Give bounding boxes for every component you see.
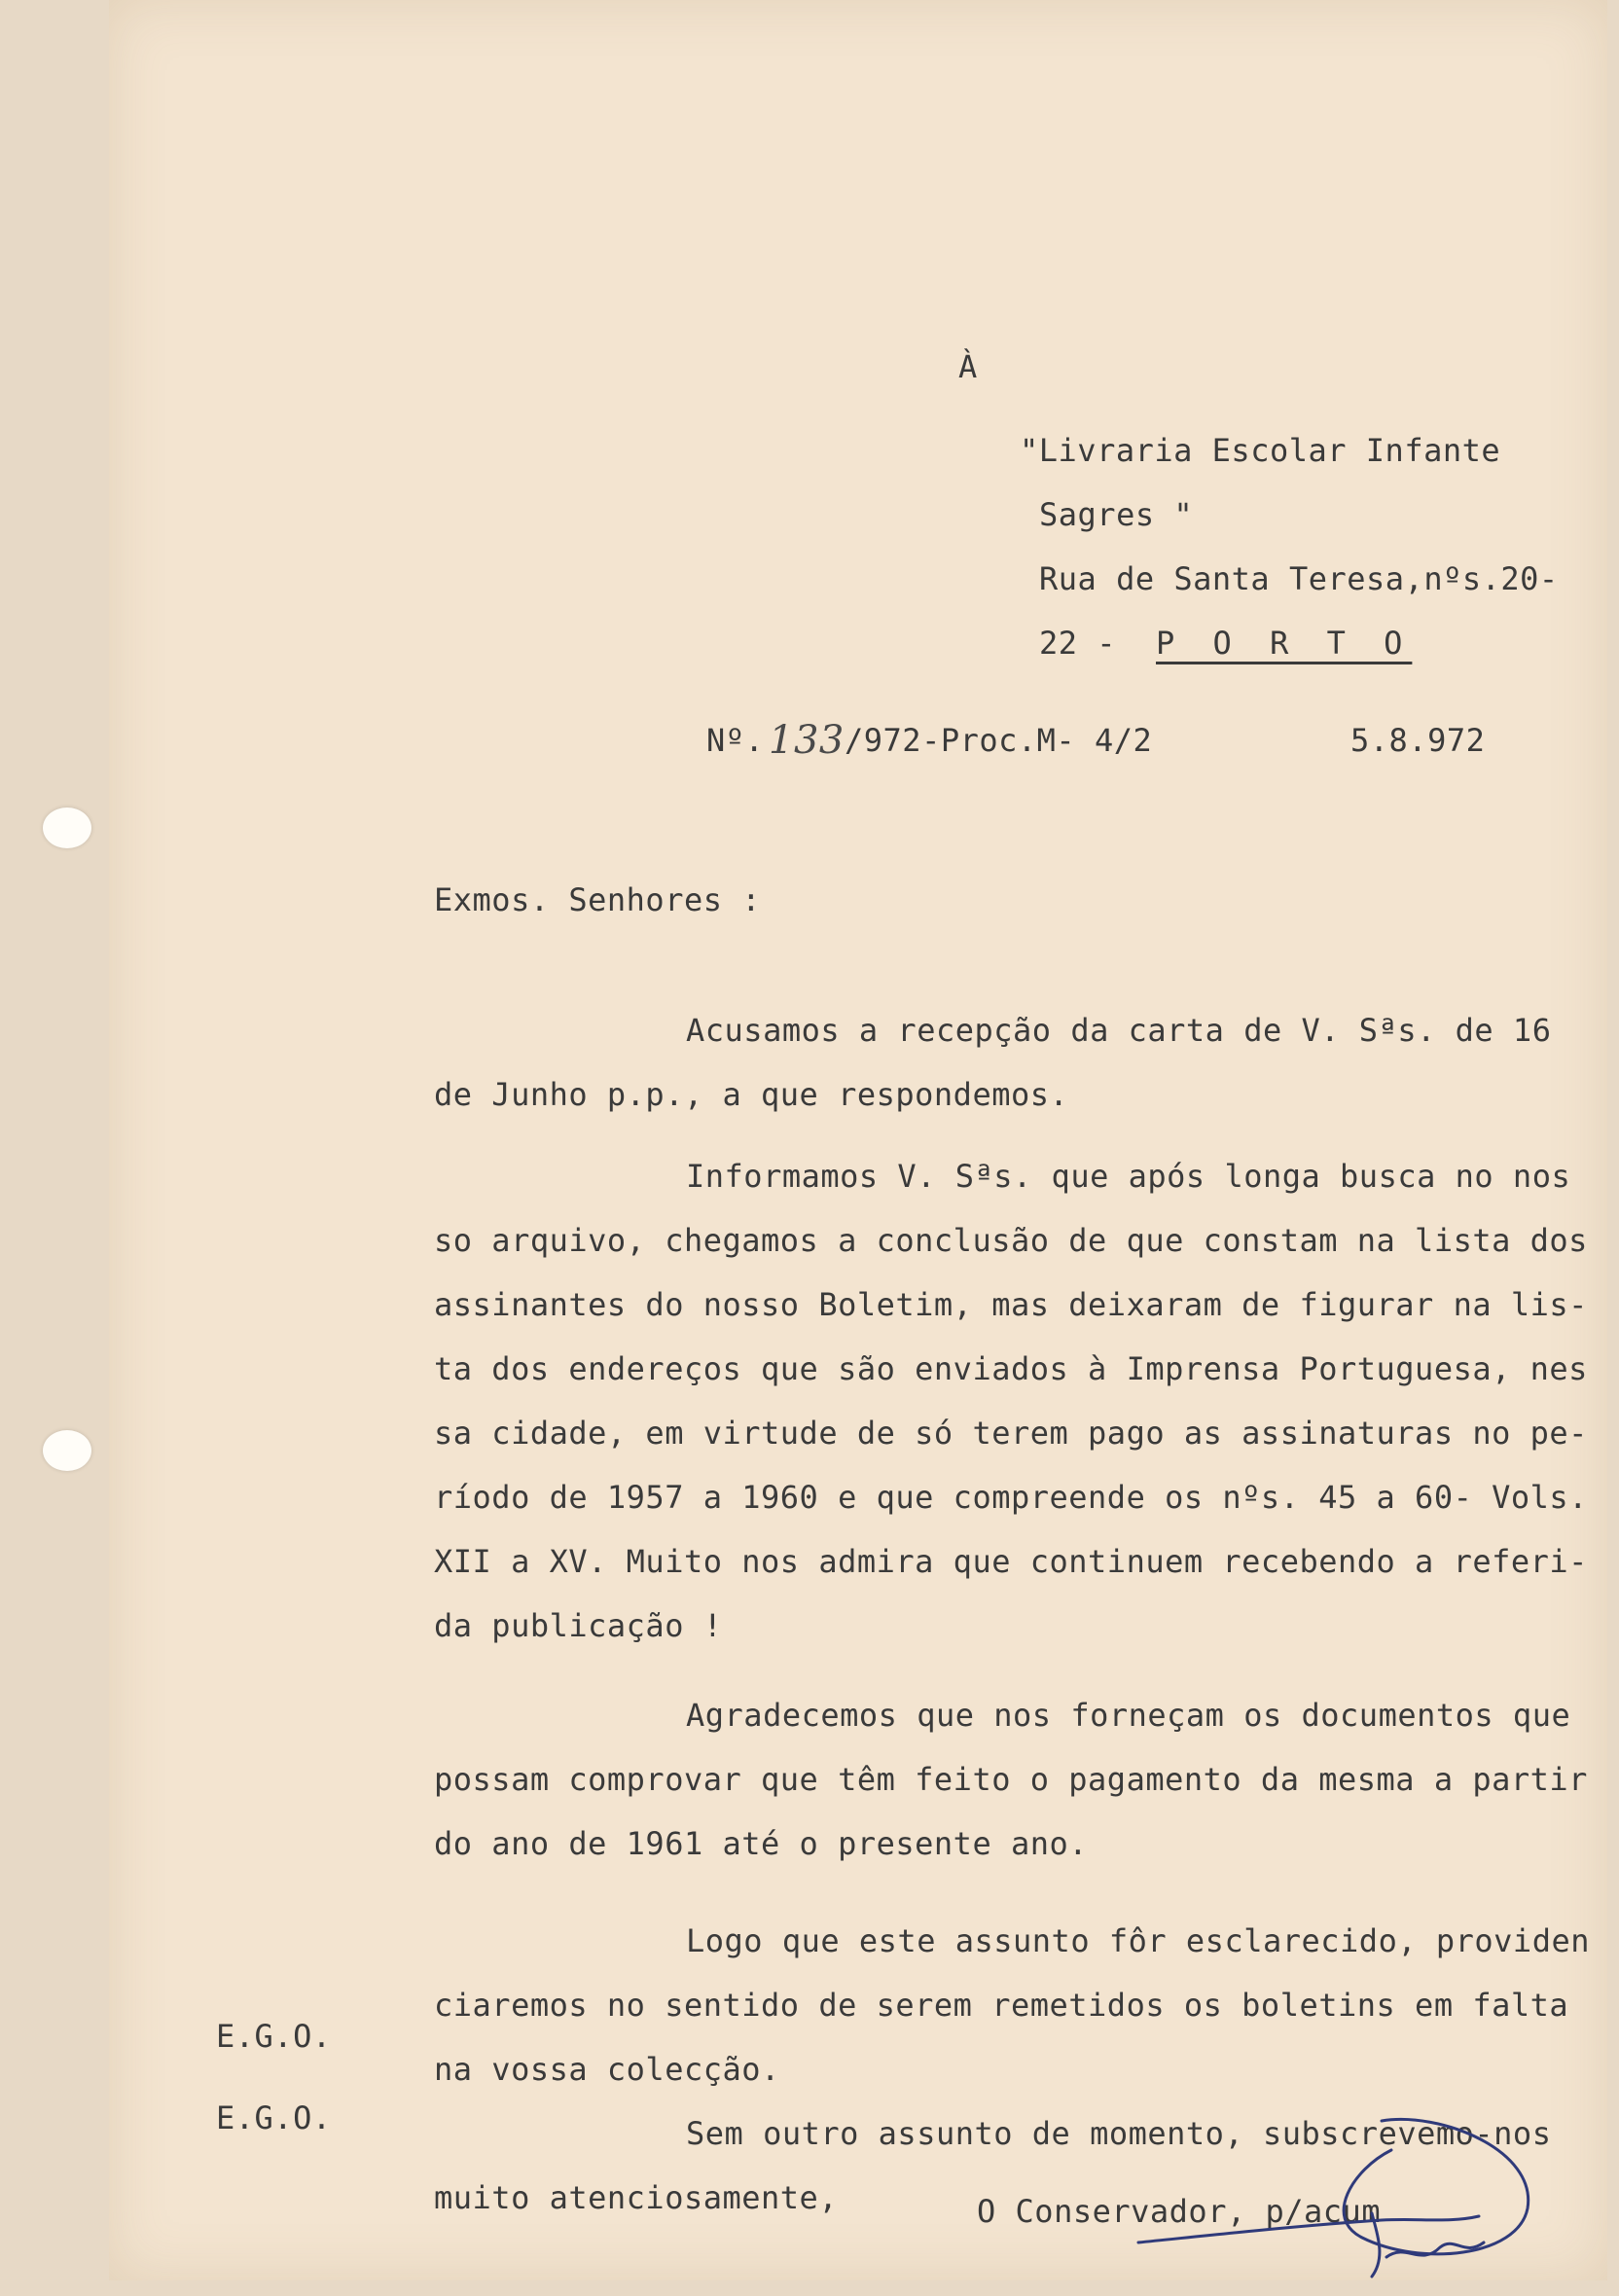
reference-prefix: Nº. xyxy=(706,722,765,759)
body-line: so arquivo, chegamos a conclusão de que constam na lista dos xyxy=(434,1222,1588,1259)
signature-title: O Conservador, p/acum xyxy=(977,2193,1382,2230)
body-line: Acusamos a recepção da carta de V. Sªs. de 16 xyxy=(686,1012,1552,1049)
body-line: Sem outro assunto de momento, subscrevemo-nos xyxy=(686,2115,1552,2152)
body-line: possam comprovar que têm feito o pagamento da mesma a partir xyxy=(434,1761,1588,1798)
greeting: Exmos. Senhores : xyxy=(434,881,762,918)
body-line: Informamos V. Sªs. que após longa busca no nos xyxy=(686,1158,1571,1195)
body-line: da publicação ! xyxy=(434,1607,723,1644)
body-line: assinantes do nosso Boletim, mas deixaram de figurar na lis- xyxy=(434,1286,1588,1323)
punch-hole-top xyxy=(43,807,91,848)
recipient-address-number: 22 - xyxy=(1039,625,1117,662)
body-line: ciaremos no sentido de serem remetidos os boletins em falta xyxy=(434,1987,1569,2024)
recipient-name-line1: "Livraria Escolar Infante xyxy=(1020,432,1501,469)
body-line: ríodo de 1957 a 1960 e que compreende os nºs. 45 a 60- Vols. xyxy=(434,1479,1588,1516)
letter-date: 5.8.972 xyxy=(1350,722,1486,759)
recipient-address-line1: Rua de Santa Teresa,nºs.20- xyxy=(1039,560,1559,597)
reference-suffix: /972-Proc.M- 4/2 xyxy=(845,722,1153,759)
punch-hole-bottom xyxy=(43,1430,91,1471)
body-line: do ano de 1961 até o presente ano. xyxy=(434,1825,1089,1862)
body-line: sa cidade, em virtude de só terem pago as assinaturas no pe- xyxy=(434,1415,1588,1452)
body-line: Logo que este assunto fôr esclarecido, providen xyxy=(686,1922,1590,1959)
recipient-city: P O R T O xyxy=(1156,625,1413,662)
body-line: na vossa colecção. xyxy=(434,2051,780,2088)
body-line: ta dos endereços que são enviados à Imprensa Portuguesa, nes xyxy=(434,1350,1588,1387)
recipient-name-line2: Sagres " xyxy=(1039,496,1194,533)
handwritten-signature xyxy=(1129,2111,1557,2286)
body-line: Agradecemos que nos forneçam os documentos que xyxy=(686,1697,1571,1734)
recipient-prefix: À xyxy=(958,348,978,385)
margin-note: E.G.O. xyxy=(216,2099,332,2136)
reference-handwritten-number: 133 xyxy=(769,718,845,763)
body-line: XII a XV. Muito nos admira que continuem recebendo a referi- xyxy=(434,1543,1588,1580)
body-line: muito atenciosamente, xyxy=(434,2179,839,2216)
margin-note: E.G.O. xyxy=(216,2018,332,2055)
body-line: de Junho p.p., a que respondemos. xyxy=(434,1076,1069,1113)
